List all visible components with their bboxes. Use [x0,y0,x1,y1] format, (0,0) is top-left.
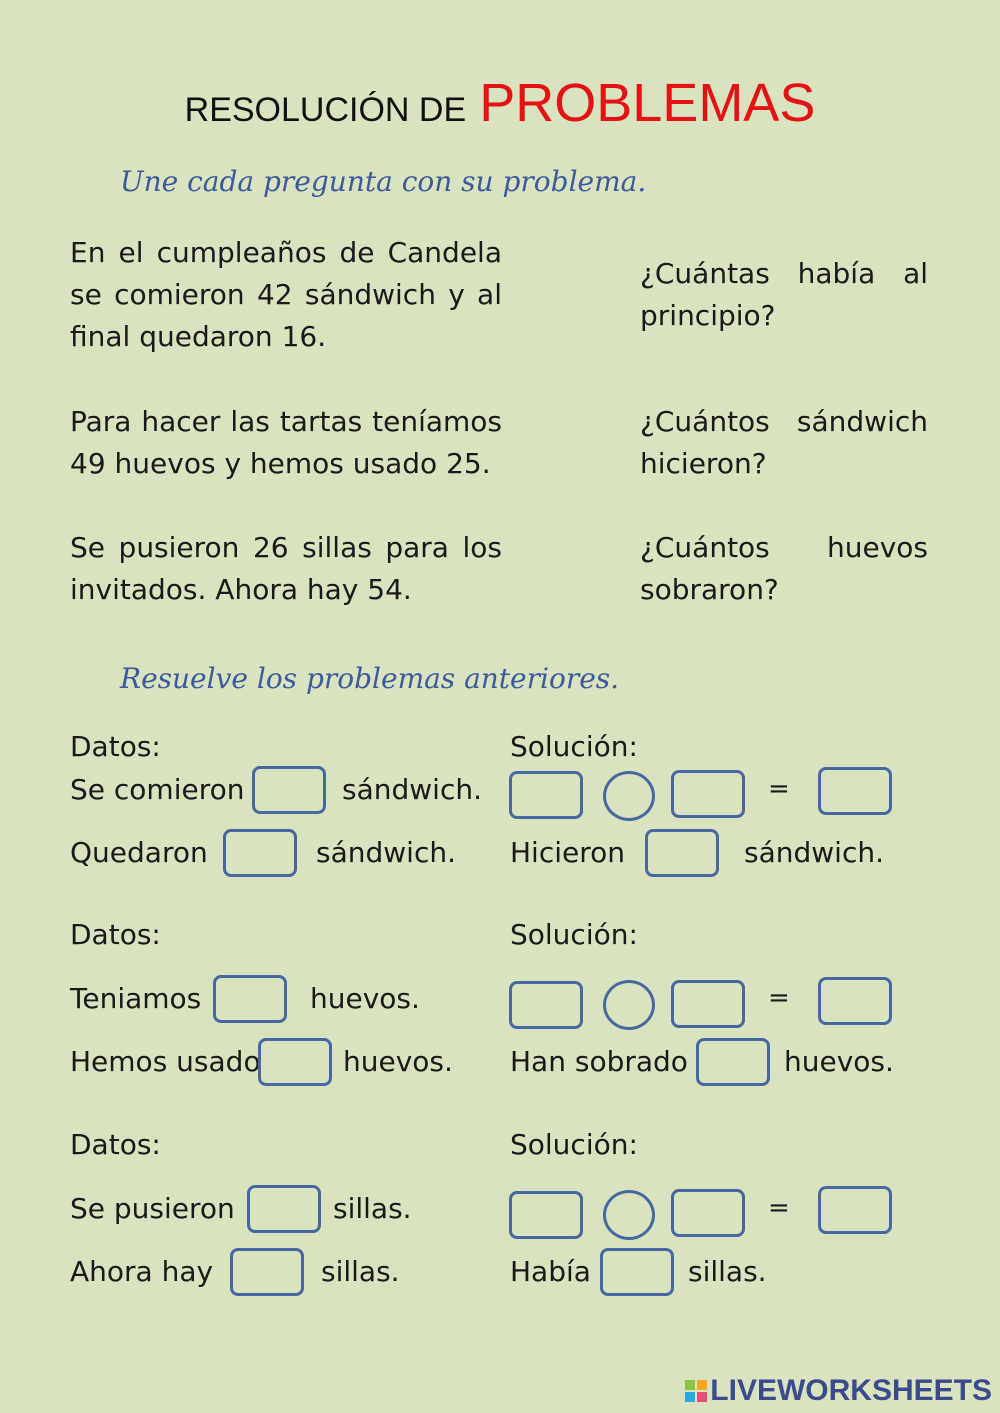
problem-1[interactable]: En el cumpleaños de Candela se comieron 42 sándwich y al final quedaron 16. [70,236,502,353]
answer-input[interactable] [645,829,719,877]
operation-operand-2[interactable] [671,980,745,1028]
title-part2: PROBLEMAS [479,73,816,133]
instruction-solve: Resuelve los problemas anteriores. [120,662,620,695]
data-line-2-label: Ahora hay [70,1255,214,1288]
data-line-2-unit: sillas. [321,1255,400,1288]
operation-result[interactable] [818,1186,892,1234]
instruction-match: Une cada pregunta con su problema. [120,165,647,198]
data-input-1[interactable] [213,975,287,1023]
problem-3[interactable]: Se pusieron 26 sillas para los invitados. Ahora hay 54. [70,531,502,606]
answer-label: Han sobrado [510,1045,688,1078]
data-input-1[interactable] [247,1185,321,1233]
solucion-label: Solución: [510,918,638,951]
answer-input[interactable] [696,1038,770,1086]
solucion-label: Solución: [510,730,638,763]
question-2[interactable]: ¿Cuántos sándwich hicieron? [640,405,928,480]
operation-sign-input[interactable] [603,980,655,1030]
answer-label: Había [510,1255,591,1288]
answer-unit: sándwich. [744,836,884,869]
liveworksheets-logo[interactable] [685,1374,992,1408]
answer-label: Hicieron [510,836,626,869]
data-line-1-label: Teniamos [70,982,202,1015]
title-part1: RESOLUCIÓN DE [184,91,467,129]
data-line-1-label: Se comieron [70,773,245,806]
operation-operand-2[interactable] [671,770,745,818]
operation-sign-input[interactable] [603,1190,655,1240]
problem-2[interactable]: Para hacer las tartas teníamos 49 huevos y hemos usado 25. [70,405,502,480]
answer-unit: sillas. [688,1255,767,1288]
equals-sign: = [768,983,790,1013]
question-1[interactable]: ¿Cuántas había al principio? [640,257,928,332]
equals-sign: = [768,1193,790,1223]
operation-operand-1[interactable] [509,771,583,819]
operation-operand-2[interactable] [671,1189,745,1237]
operation-operand-1[interactable] [509,1191,583,1239]
data-line-1-unit: huevos. [310,982,420,1015]
data-line-1-unit: sándwich. [342,773,482,806]
data-line-2-unit: huevos. [343,1045,453,1078]
answer-unit: huevos. [784,1045,894,1078]
data-line-2-unit: sándwich. [316,836,456,869]
data-line-1-unit: sillas. [333,1192,412,1225]
data-input-2[interactable] [223,829,297,877]
operation-operand-1[interactable] [509,981,583,1029]
page-title [0,72,1000,134]
datos-label: Datos: [70,918,161,951]
operation-sign-input[interactable] [603,771,655,821]
solucion-label: Solución: [510,1128,638,1161]
datos-label: Datos: [70,730,161,763]
data-line-2-label: Hemos usado [70,1045,261,1078]
data-input-2[interactable] [230,1248,304,1296]
answer-input[interactable] [600,1248,674,1296]
liveworksheets-logo-icon [685,1380,707,1402]
question-3[interactable]: ¿Cuántos huevos sobraron? [640,531,928,606]
data-input-1[interactable] [252,766,326,814]
data-line-2-label: Quedaron [70,836,208,869]
datos-label: Datos: [70,1128,161,1161]
brand-name: LIVEWORKSHEETS [710,1374,992,1407]
operation-result[interactable] [818,977,892,1025]
equals-sign: = [768,774,790,804]
operation-result[interactable] [818,767,892,815]
data-input-2[interactable] [258,1038,332,1086]
data-line-1-label: Se pusieron [70,1192,235,1225]
